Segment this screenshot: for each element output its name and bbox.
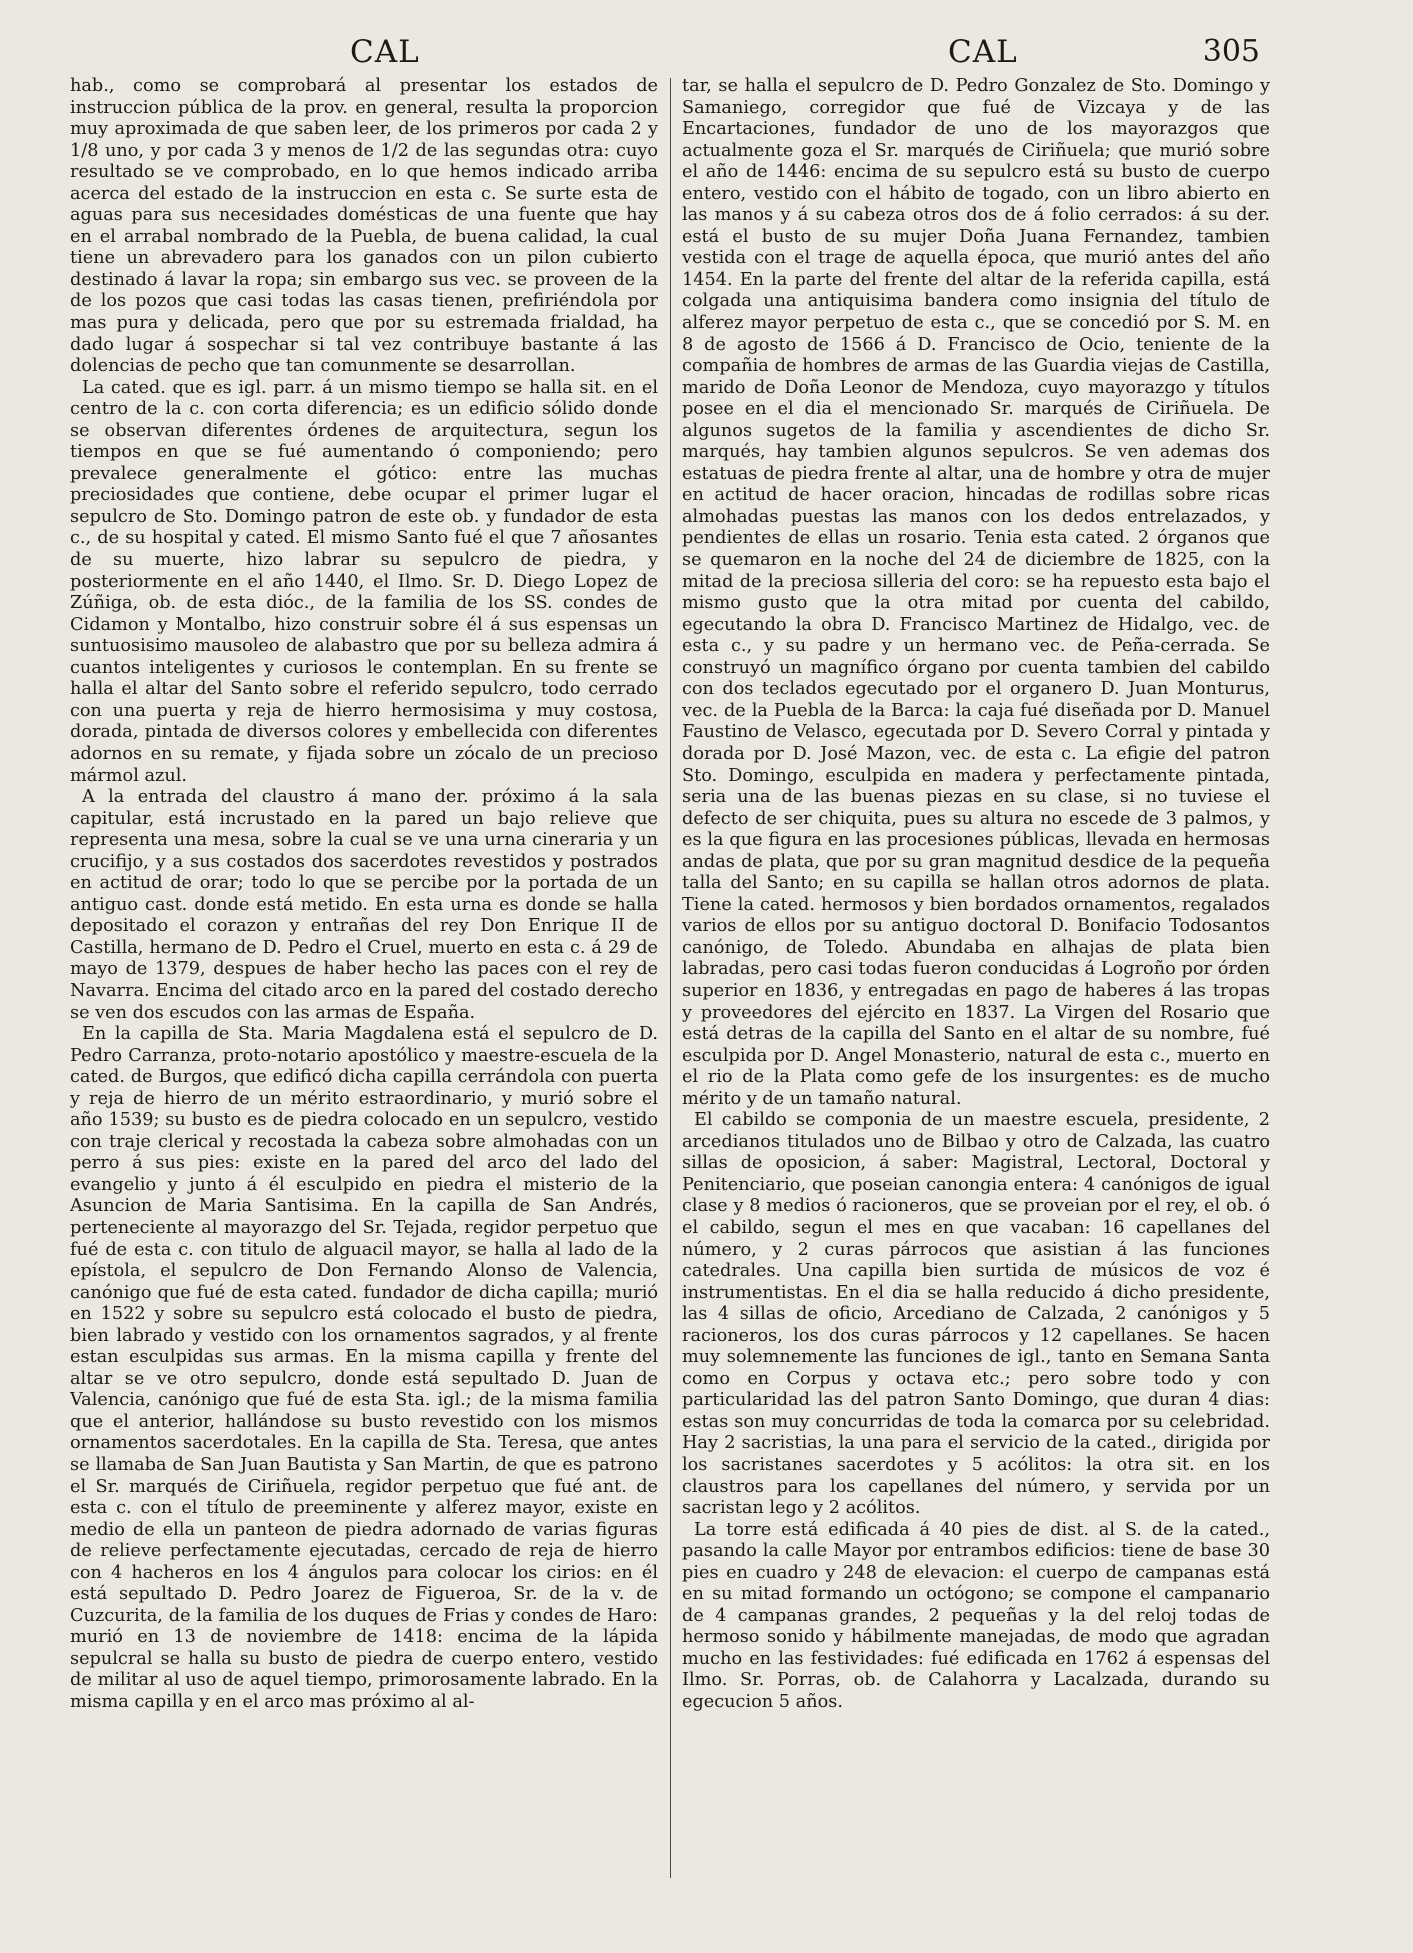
paragraph: tar, se halla el sepulcro de D. Pedro Gonzalez de Sto. Domingo y Samaniego, corregidor que fué de Vizcaya y de las Encartaciones, fundador de uno de los mayorazgos que actualmente goza el Sr. marqués de Ciriñuela; que murió sobre el año de 1446: encima de su sepulcro está su busto de cuerpo entero, vestido con el hábito de togado, con un libro abierto en las manos y á su cabeza otros dos de á folio cerrados: á su der. está el busto de su mujer Doña Juana Fernandez, tambien vestida con el trage de aquella época, que murió antes del año 1454. En la parte del frente del altar de la referida capilla, está colgada una antiquisima bandera como insignia del título de alferez mayor perpetuo de esta c., que se concedió por S. M. en 8 de agosto de 1566 á D. Francisco de Ocio, teniente de la compañia de hombres de armas de las Guardia viejas de Castilla, marido de Doña Leonor de Mendoza, cuyo mayorazgo y títulos posee en el dia el mencionado Sr. marqués de Ciriñuela. De algunos sugetos de la familia y ascendientes de dicho Sr. marqués, hay tambien algunos sepulcros. Se ven ademas dos estatuas de piedra frente al altar, una de hombre y otra de mujer en actitud de hacer oracion, hincadas de rodillas sobre ricas almohadas puestas las manos con los dedos entrelazados, y pendientes de ellas un rosario. Tenia esta cated. 2 órganos que se quemaron en la noche del 24 de diciembre de 1825, con la mitad de la preciosa silleria del coro: se ha repuesto esta bajo el mismo gusto que la otra mitad por cuenta del cabildo, egecutando la obra D. Francisco Martinez de Hidalgo, vec. de esta c., y su padre y un hermano vec. de Peña-cerrada. Se construyó un magnífico órgano por cuenta tambien del cabildo con dos teclados egecutado por el organero D. Juan Monturus, vec. de la Puebla de la Barca: la caja fué diseñada por D. Manuel Faustino de Velasco, egecutada por D. Severo Corral y pintada y dorada por D. José Mazon, vec. de esta c. La efigie del patron Sto. Domingo, esculpida en madera y perfectamente pintada, seria una de las buenas piezas en su clase, si no tuviese el defecto de ser chiquita, pues su altura no escede de 3 palmos, y es la que figura en las procesiones públicas, llevada en hermosas andas de plata, que por su gran magnitud desdice de la pequeña talla del Santo; en su capilla se hallan otros adornos de plata. Tiene la cated. hermosos y bien bordados ornamentos, regalados varios de ellos por su antiguo doctoral D. Bonifacio Todosantos canónigo, de Toledo. Abundaba en alhajas de plata bien labradas, pero casi todas fueron conducidas á Logroño por órden superior en 1836, y entregadas en pago de haberes á las tropas y proveedores del ejército en 1837. La Virgen del Rosario que está detras de la capilla del Santo en el altar de su nombre, fué esculpida por D. Angel Monasterio, natural de esta c., muerto en el rio de la Plata como gefe de los insurgentes: es de mucho mérito y de un tamaño natural. <box>682 76 1270 1109</box>
paragraph: A la entrada del claustro á mano der. próximo á la sala capitular, está incrustado en la pared un bajo relieve que representa una mesa, sobre la cual se ve una urna cineraria y un crucifijo, y a sus costados dos sacerdotes revestidos y postrados en actitud de orar; todo lo que se percibe por la portada de un antiguo cast. donde está metido. En esta urna es donde se halla depositado el corazon y entrañas del rey Don Enrique II de Castilla, hermano de D. Pedro el Cruel, muerto en esta c. á 29 de mayo de 1379, despues de haber hecho las paces con el rey de Navarra. Encima del citado arco en la pared del costado derecho se ven dos escudos con las armas de España. <box>70 787 658 1023</box>
page-number: 305 <box>1202 34 1260 69</box>
text-columns <box>70 76 1270 1926</box>
paragraph: La torre está edificada á 40 pies de dist. al S. de la cated., pasando la calle Mayor por entrambos edificios: tiene de base 30 pies en cuadro y 248 de elevacion: el cuerpo de campanas está en su mitad formando un octógono; se compone el campanario de 4 campanas grandes, 2 pequeñas y la del reloj todas de hermoso sonido y hábilmente manejadas, de modo que agradan mucho en las festividades: fué edificada en 1762 á espensas del Ilmo. Sr. Porras, ob. de Calahorra y Lacalzada, durando su egecucion 5 años. <box>682 1519 1270 1713</box>
paragraph: En la capilla de Sta. Maria Magdalena está el sepulcro de D. Pedro Carranza, proto-notario apostólico y maestre-escuela de la cated. de Burgos, que edificó dicha capilla cerrándola con puerta y reja de hierro de un mérito estraordinario, y murió sobre el año 1539; su busto es de piedra colocado en un sepulcro, vestido con traje clerical y recostada la cabeza sobre almohadas con un perro á sus pies: existe en la pared del arco del lado del evangelio y junto á él esculpido en piedra el misterio de la Asuncion de Maria Santisima. En la capilla de San Andrés, perteneciente al mayorazgo del Sr. Tejada, regidor perpetuo que fué de esta c. con titulo de alguacil mayor, se halla al lado de la epístola, el sepulcro de Don Fernando Alonso de Valencia, canónigo que fué de esta cated. fundador de dicha capilla; murió en 1522 y sobre su sepulcro está colocado el busto de piedra, bien labrado y vestido con los ornamentos sagrados, y al frente estan esculpidas sus armas. En la misma capilla y frente del altar se ve otro sepulcro, donde está sepultado D. Juan de Valencia, canónigo que fué de esta Sta. igl.; de la misma familia que el anterior, hallándose su busto revestido con los mismos ornamentos sacerdotales. En la capilla de Sta. Teresa, que antes se llamaba de San Juan Bautista y San Martin, de que es patrono el Sr. marqués de Ciriñuela, regidor perpetuo que fué ant. de esta c. con el título de preeminente y alferez mayor, existe en medio de ella un panteon de piedra adornado de varias figuras de relieve perfectamente ejecutadas, cercado de reja de hierro con 4 hacheros en los 4 ángulos para colocar los cirios: en él está sepultado D. Pedro Joarez de Figueroa, Sr. de la v. de Cuzcurita, de la familia de los duques de Frias y condes de Haro: murió en 13 de noviembre de 1418: encima de la lápida sepulcral se halla su busto de piedra de cuerpo entero, vestido de militar al uso de aquel tiempo, primorosamente labrado. En la misma capilla y en el arco mas próximo al al- <box>70 1024 658 1713</box>
running-head-right: CAL <box>948 34 1018 70</box>
paragraph: El cabildo se componia de un maestre escuela, presidente, 2 arcedianos titulados uno de Bilbao y otro de Calzada, las cuatro sillas de oposicion, á saber: Magistral, Lectoral, Doctoral y Penitenciario, que poseian canongia entera: 4 canónigos de igual clase y 8 medios ó racioneros, que se proveian por el rey, el ob. ó el cabildo, segun el mes en que vacaban: 16 capellanes del número, y 2 curas párrocos que asistian á las funciones catedrales. Una capilla bien surtida de músicos de voz é instrumentistas. En el dia se halla reducido á dicho presidente, las 4 sillas de oficio, Arcediano de Calzada, 2 canónigos y 5 racioneros, los dos curas párrocos y 12 capellanes. Se hacen muy solemnemente las funciones de igl., tanto en Semana Santa como en Corpus y octava etc.; pero sobre todo y con particularidad las del patron Santo Domingo, que duran 4 dias: estas son muy concurridas de toda la comarca por su celebridad. Hay 2 sacristias, la una para el servicio de la cated., dirigida por los sacristanes sacerdotes y 5 acólitos: la otra sit. en los claustros para los capellanes del número, y servida por un sacristan lego y 2 acólitos. <box>682 1110 1270 1519</box>
running-head-left: CAL <box>350 34 420 70</box>
page-header <box>70 34 1260 78</box>
right-column <box>682 76 1270 1926</box>
paragraph: hab., como se comprobará al presentar los estados de instruccion pública de la prov. en general, resulta la proporcion muy aproximada de que saben leer, de los primeros por cada 2 y 1/8 uno, y por cada 3 y menos de 1/2 de las segundas otra: cuyo resultado se ve comprobado, en lo que hemos indicado arriba acerca del estado de la instruccion en esta c. Se surte esta de aguas para sus necesidades domésticas de una fuente que hay en el arrabal nombrado de la Puebla, de buena calidad, la cual tiene un abrevadero para los ganados con un pilon cubierto destinado á lavar la ropa; sin embargo sus vec. se proveen de la de los pozos que casi todas las casas tienen, prefiriéndola por mas pura y delicada, pero que por su estremada frialdad, ha dado lugar á sospechar si tal vez contribuye bastante á las dolencias de pecho que tan comunmente se desarrollan. <box>70 76 658 377</box>
paragraph: La cated. que es igl. parr. á un mismo tiempo se halla sit. en el centro de la c. con corta diferencia; es un edificio sólido donde se observan diferentes órdenes de arquitectura, segun los tiempos en que se fué aumentando ó componiendo; pero prevalece generalmente el gótico: entre las muchas preciosidades que contiene, debe ocupar el primer lugar el sepulcro de Sto. Domingo patron de este ob. y fundador de esta c., de su hospital y cated. El mismo Santo fué el que 7 añosantes de su muerte, hizo labrar su sepulcro de piedra, y posteriormente en el año 1440, el Ilmo. Sr. D. Diego Lopez de Zúñiga, ob. de esta dióc., de la familia de los SS. condes de Cidamon y Montalbo, hizo construir sobre él á sus espensas un suntuosisimo mausoleo de alabastro que por su belleza admira á cuantos inteligentes y curiosos le contemplan. En su frente se halla el altar del Santo sobre el referido sepulcro, todo cerrado con una puerta y reja de hierro hermosisima y muy costosa, dorada, pintada de diversos colores y embellecida con diferentes adornos en su remate, y fijada sobre un zócalo de un precioso mármol azul. <box>70 377 658 786</box>
left-column <box>70 76 658 1926</box>
